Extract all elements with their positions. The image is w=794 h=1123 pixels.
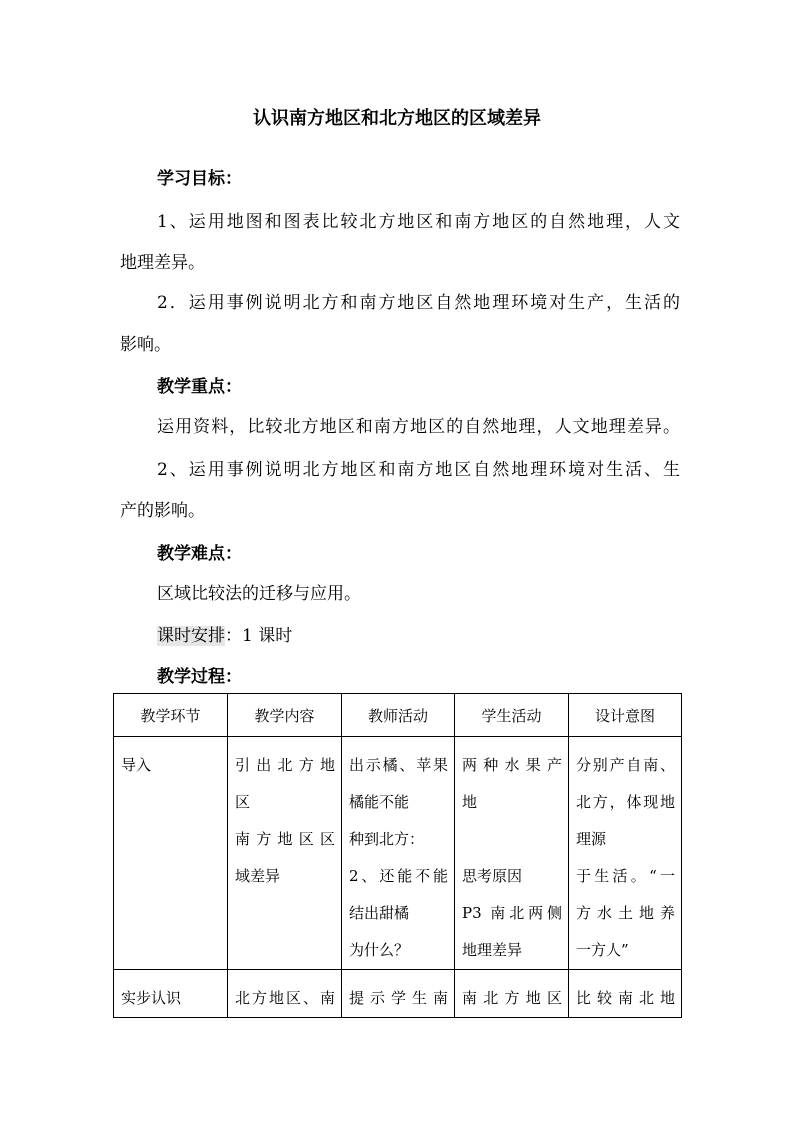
row1-teacher-line: 结出甜橘	[349, 904, 410, 922]
row1-teacher-line: 种到北方：	[349, 830, 425, 848]
table-row	[114, 970, 682, 1018]
header-teacher: 教师活动	[342, 694, 455, 737]
objective-1-line2: 地理差异。	[120, 253, 205, 273]
table-header-row	[114, 694, 682, 737]
process-heading: 教学过程：	[157, 667, 242, 687]
schedule-line	[157, 621, 680, 646]
row1-student-line: 两种水果产	[462, 756, 562, 774]
row1-content-line: 南方地区区	[235, 830, 335, 848]
objective-2-line1: 2．运用事例说明北方和南方地区自然地理环境对生产，生活的	[157, 293, 680, 313]
row1-design-line: 一方人”	[576, 941, 629, 959]
row1-student-line: 地理差异	[462, 941, 523, 959]
difficult-heading: 教学难点：	[157, 544, 242, 564]
row1-stage: 导入	[121, 756, 152, 774]
header-stage: 教学环节	[114, 694, 228, 737]
row2-stage-cell	[114, 970, 228, 1018]
row1-design-line: 方水土地养	[576, 904, 675, 922]
row1-teacher-cell	[342, 737, 455, 970]
row1-design-line: 于生活。“一	[576, 867, 675, 885]
row1-design-line: 北方，体现地	[576, 793, 675, 811]
row2-teacher-cell	[342, 970, 455, 1018]
key-point-2-line1: 2、运用事例说明北方地区和南方地区自然地理环境对生活、生	[157, 460, 680, 480]
header-content: 教学内容	[228, 694, 342, 737]
page-title: 认识南方地区和北方地区的区域差异	[253, 108, 541, 129]
row2-design-cell	[569, 970, 682, 1018]
row1-design-line: 分别产自南、	[576, 756, 675, 774]
row2-content-cell	[228, 970, 342, 1018]
row1-student-line: 地	[462, 793, 478, 811]
schedule-label: 课时安排	[157, 626, 225, 646]
header-design: 设计意图	[569, 694, 682, 737]
row1-stage-cell	[114, 737, 228, 970]
row2-content: 北方地区、南	[235, 989, 335, 1007]
row2-stage: 实步认识	[121, 989, 182, 1007]
schedule-value: ：1 课时	[225, 626, 293, 646]
key-heading: 教学重点：	[157, 377, 242, 397]
key-point-2-line2: 产的影响。	[120, 501, 205, 521]
teaching-process-table	[113, 693, 682, 1018]
table-row	[114, 737, 682, 970]
row2-design: 比较南北地	[576, 989, 675, 1007]
row1-teacher-line: 出示橘、苹果	[349, 756, 448, 774]
row2-teacher: 提示学生南	[349, 989, 448, 1007]
row2-student: 南北方地区	[462, 989, 562, 1007]
difficult-point-1: 区域比较法的迁移与应用。	[157, 584, 361, 604]
row1-teacher-line: 为什么？	[349, 941, 410, 959]
row1-teacher-line: 橘能不能	[349, 793, 410, 811]
objectives-heading: 学习目标：	[157, 169, 242, 189]
row1-teacher-line: 2、还能不能	[349, 867, 448, 885]
row1-student-line: 思考原因	[462, 867, 523, 885]
objective-1-line1: 1、运用地图和图表比较北方地区和南方地区的自然地理，人文	[157, 212, 680, 232]
row1-design-line: 理源	[576, 830, 607, 848]
row1-student-cell	[455, 737, 569, 970]
row1-design-cell	[569, 737, 682, 970]
row1-content-line: 区	[235, 793, 251, 811]
row1-student-line: P3 南北两侧	[462, 904, 562, 922]
row1-content-line: 引出北方地	[235, 756, 335, 774]
objective-2-line2: 影响。	[120, 335, 171, 355]
row2-student-cell	[455, 970, 569, 1018]
row1-student-line	[462, 821, 562, 858]
header-student: 学生活动	[455, 694, 569, 737]
row1-content-line: 域差异	[235, 867, 281, 885]
key-point-1: 运用资料，比较北方地区和南方地区的自然地理，人文地理差异。	[157, 417, 680, 437]
row1-content-cell	[228, 737, 342, 970]
